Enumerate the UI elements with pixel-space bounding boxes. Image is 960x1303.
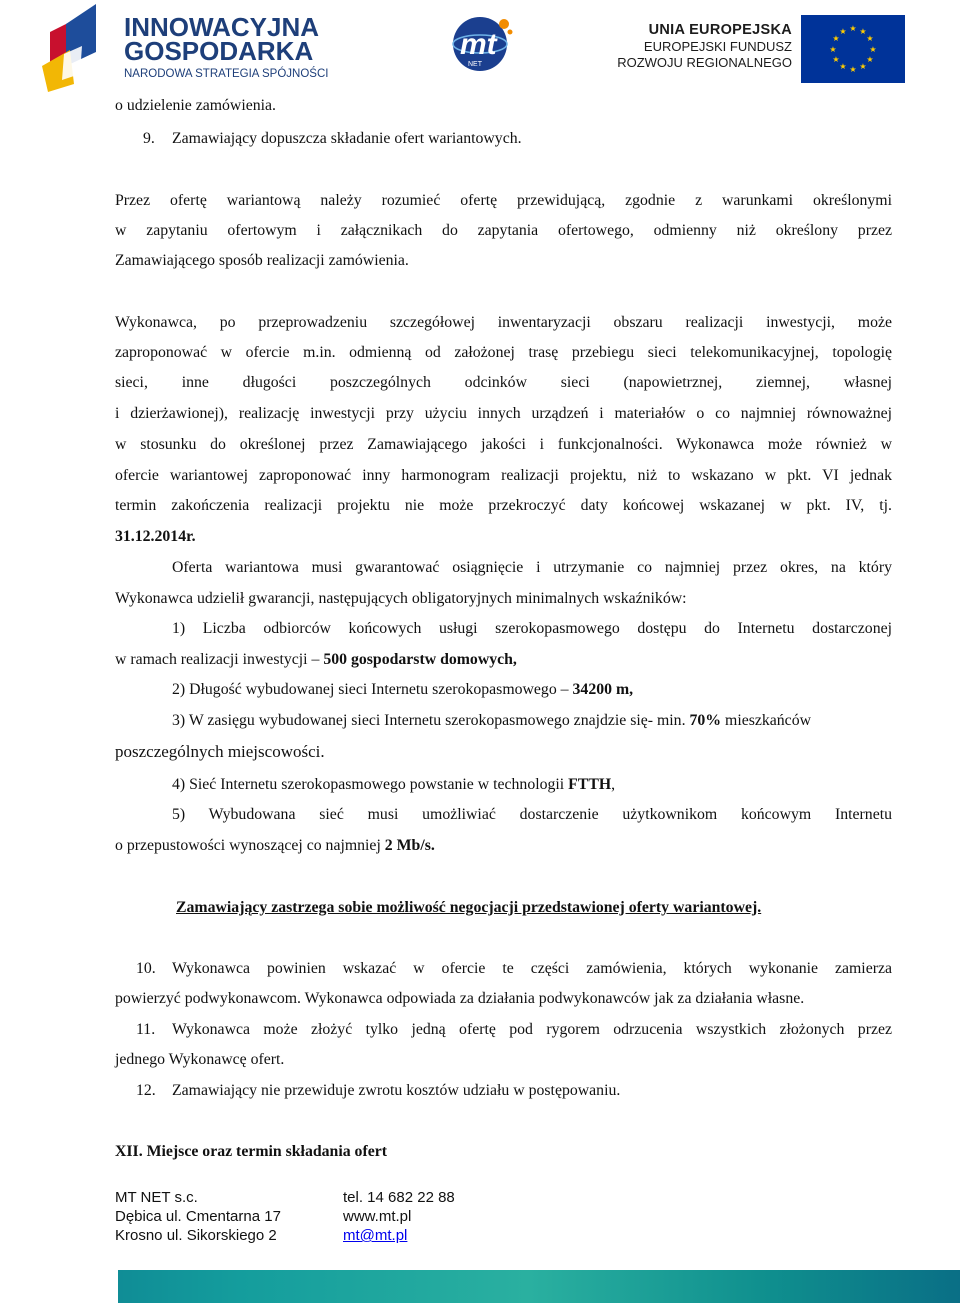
svg-text:★: ★	[839, 62, 847, 71]
svg-text:★: ★	[832, 55, 840, 64]
ue-line2: EUROPEJSKI FUNDUSZ	[643, 39, 792, 54]
svg-text:★: ★	[839, 27, 847, 36]
logo-line2: GOSPODARKA	[124, 36, 314, 66]
logo-line1: INNOWACYJNA	[124, 12, 320, 42]
paragraph-line: sieci, inne długości poszczególnych odcinków sieci (napowietrznej, ziemnej, własnej	[115, 374, 892, 391]
text-line: o udzielenie zamówienia.	[115, 97, 276, 114]
paragraph-line: Wykonawca, po przeprowadzeniu szczegółowej inwentaryzacji obszaru realizacji inwestycji, może	[115, 314, 892, 331]
paragraph-line: termin zakończenia realizacji projektu nie może przekroczyć daty końcowej wskazanej w pkt. IV, tj.	[115, 497, 892, 514]
paragraph-line: Zamawiającego sposób realizacji zamówienia.	[115, 252, 409, 269]
indicator-2: 2) Długość wybudowanej sieci Internetu szerokopasmowego – 34200 m,	[172, 681, 634, 698]
indicator-5: 5) Wybudowana sieć musi umożliwiać dostarczenie użytkownikom końcowym Internetu	[172, 806, 892, 823]
date-text: 31.12.2014r.	[115, 528, 196, 545]
svg-text:★: ★	[849, 65, 857, 74]
innowacyjna-gospodarka-logo	[40, 4, 340, 94]
ue-line3: ROZWOJU REGIONALNEGO	[617, 55, 792, 70]
svg-text:★: ★	[859, 27, 867, 36]
list-item-11: Wykonawca może złożyć tylko jedną ofertę pod rygorem odrzucenia wszystkich złożonych przez	[172, 1021, 892, 1038]
paragraph-line: w stosunku do określonej przez Zamawiającego jakości i funkcjonalności. Wykonawca może również w	[115, 436, 892, 453]
svg-text:★: ★	[832, 34, 840, 43]
list-item-10-cont: powierzyć podwykonawcom. Wykonawca odpowiada za działania podwykonawców jak za działania własne.	[115, 990, 805, 1007]
paragraph-line: zaproponować w ofercie m.in. odmienną od założonej trasę przebiegu sieci telekomunikacyjnej, topologię	[115, 344, 892, 361]
footer-email-link[interactable]: mt@mt.pl	[343, 1227, 408, 1244]
indicator-4: 4) Sieć Internetu szerokopasmowego powstanie w technologii FTTH,	[172, 776, 616, 793]
mt-logo-sub: NET	[468, 61, 482, 68]
list-number-9: 9.	[143, 130, 155, 147]
indicator-1: 1) Liczba odbiorców końcowych usługi szerokopasmowego dostępu do Internetu dostarczonej	[172, 620, 892, 637]
list-number-12: 12.	[136, 1082, 156, 1099]
list-item-11-cont: jednego Wykonawcę ofert.	[115, 1051, 285, 1068]
indicator-5-cont: o przepustowości wynoszącej co najmniej 2 Mb/s.	[115, 837, 435, 854]
footer-addr2: Krosno ul. Sikorskiego 2	[115, 1227, 277, 1244]
logo-line3: NARODOWA STRATEGIA SPÓJNOŚCI	[124, 68, 329, 80]
svg-text:★: ★	[869, 45, 877, 54]
footer-contact	[343, 1188, 455, 1245]
paragraph-line: w zapytaniu ofertowym i załącznikach do zapytania ofertowego, odmienny niż określony przez	[115, 222, 892, 239]
indicator-3-cont: poszczególnych miejscowości.	[115, 742, 325, 761]
ue-text	[600, 22, 792, 71]
footer-company: MT NET s.c.	[115, 1189, 198, 1206]
list-item-12: Zamawiający nie przewiduje zwrotu kosztów udziału w postępowaniu.	[172, 1082, 621, 1099]
eu-flag-logo	[801, 15, 905, 83]
svg-text:★: ★	[866, 34, 874, 43]
reservation-notice: Zamawiający zastrzega sobie możliwość negocjacji przedstawionej oferty wariantowej.	[176, 899, 762, 916]
list-item-10: Wykonawca powinien wskazać w ofercie te części zamówienia, których wykonanie zamierza	[172, 960, 892, 977]
paragraph-line: Oferta wariantowa musi gwarantować osiągnięcie i utrzymanie co najmniej przez okres, na który	[172, 559, 892, 576]
paragraph-line: i dzierżawionej), realizację inwestycji przy użyciu innych urządzeń i materiałów o co najmniej równoważnej	[115, 405, 892, 422]
paragraph-line: Wykonawca udzielił gwarancji, następujących obligatoryjnych minimalnych wskaźników:	[115, 590, 687, 607]
footer-addr1: Dębica ul. Cmentarna 17	[115, 1208, 281, 1225]
svg-text:★: ★	[829, 45, 837, 54]
indicator-1-cont: w ramach realizacji inwestycji – 500 gospodarstw domowych,	[115, 651, 517, 668]
section-heading: XII. Miejsce oraz termin składania ofert	[115, 1143, 387, 1160]
ue-line1: UNIA EUROPEJSKA	[648, 22, 792, 38]
list-number-10: 10.	[136, 960, 156, 977]
footer-www[interactable]: www.mt.pl	[343, 1208, 412, 1225]
paragraph-line: Przez ofertę wariantową należy rozumieć ofertę przewidującą, zgodnie z warunkami określonymi	[115, 192, 892, 209]
indicator-3: 3) W zasięgu wybudowanej sieci Internetu szerokopasmowego znajdzie się- min. 70% mieszkańców	[172, 712, 812, 729]
paragraph-line: ofercie wariantowej zaproponować inny harmonogram realizacji projektu, niż to wskazano w pkt. VI jednak	[115, 467, 892, 484]
mt-logo-letters: mt	[460, 28, 497, 61]
footer-address	[115, 1188, 281, 1245]
list-item-9: Zamawiający dopuszcza składanie ofert wariantowych.	[172, 130, 522, 147]
svg-text:★: ★	[866, 55, 874, 64]
list-number-11: 11.	[136, 1021, 156, 1038]
svg-text:★: ★	[76, 63, 91, 82]
footer-tel: tel. 14 682 22 88	[343, 1189, 455, 1206]
footer-bar	[0, 1270, 960, 1303]
svg-text:★: ★	[849, 24, 857, 33]
mt-net-logo	[446, 14, 516, 74]
svg-text:★: ★	[859, 62, 867, 71]
